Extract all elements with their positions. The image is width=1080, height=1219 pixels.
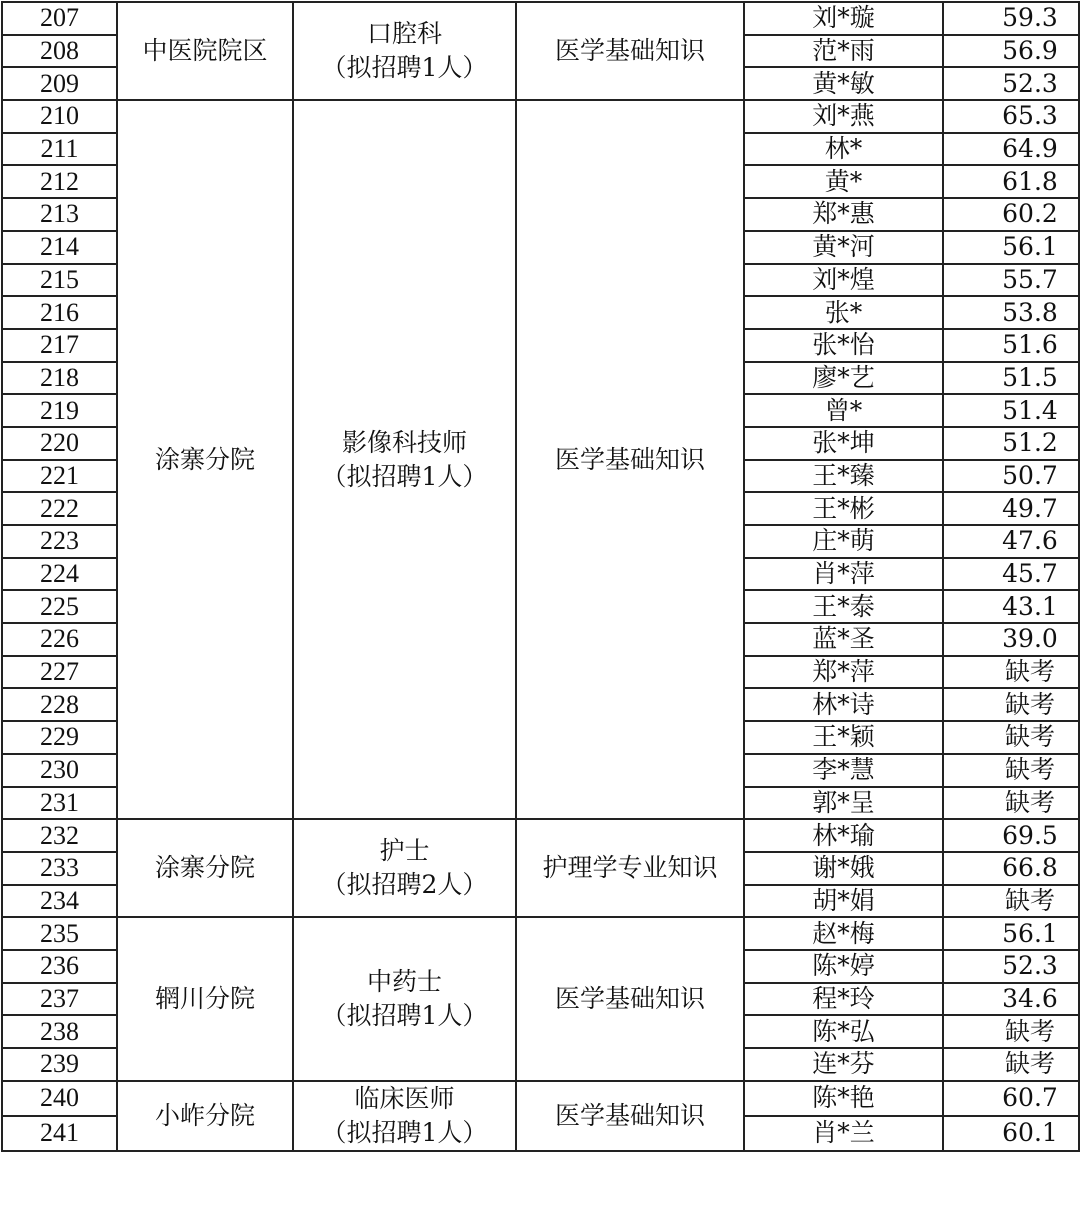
- candidate-score: 60.7: [943, 1081, 1079, 1116]
- candidate-name: 陈*婷: [744, 950, 943, 983]
- candidate-score: 45.7: [943, 558, 1079, 591]
- candidate-score: 56.1: [943, 917, 1079, 950]
- exam-subject-cell: 医学基础知识: [516, 917, 744, 1080]
- candidate-name: 王*臻: [744, 460, 943, 493]
- row-number: 229: [2, 721, 117, 754]
- candidate-name: 刘*煌: [744, 264, 943, 297]
- position-quota: （拟招聘1人）: [321, 1000, 488, 1030]
- branch-cell: 中医院院区: [117, 2, 293, 100]
- position-cell: [293, 819, 516, 917]
- table-row: [2, 819, 1079, 852]
- row-number: 214: [2, 231, 117, 264]
- candidate-name: 肖*萍: [744, 558, 943, 591]
- candidate-name: 林*: [744, 133, 943, 166]
- row-number: 211: [2, 133, 117, 166]
- candidate-score: 34.6: [943, 983, 1079, 1016]
- candidate-name: 黄*敏: [744, 67, 943, 100]
- candidate-score: 69.5: [943, 819, 1079, 852]
- candidate-score: 缺考: [943, 1048, 1079, 1081]
- candidate-name: 胡*娟: [744, 885, 943, 918]
- candidate-name: 张*坤: [744, 427, 943, 460]
- row-number: 237: [2, 983, 117, 1016]
- position-cell: [293, 2, 516, 100]
- candidate-name: 曾*: [744, 394, 943, 427]
- row-number: 213: [2, 198, 117, 231]
- score-table-body: [2, 2, 1079, 1151]
- candidate-score: 52.3: [943, 950, 1079, 983]
- row-number: 222: [2, 492, 117, 525]
- candidate-score: 51.2: [943, 427, 1079, 460]
- branch-cell: 涂寨分院: [117, 100, 293, 819]
- row-number: 241: [2, 1116, 117, 1151]
- candidate-score: 50.7: [943, 460, 1079, 493]
- position-name: 中药士: [366, 966, 442, 996]
- candidate-score: 60.2: [943, 198, 1079, 231]
- row-number: 209: [2, 67, 117, 100]
- candidate-name: 赵*梅: [744, 917, 943, 950]
- candidate-name: 郭*呈: [744, 787, 943, 820]
- exam-subject-cell: 护理学专业知识: [516, 819, 744, 917]
- candidate-score: 66.8: [943, 852, 1079, 885]
- candidate-name: 蓝*圣: [744, 623, 943, 656]
- position-cell: [293, 917, 516, 1080]
- candidate-name: 郑*萍: [744, 656, 943, 689]
- row-number: 228: [2, 688, 117, 721]
- exam-subject-cell: 医学基础知识: [516, 100, 744, 819]
- row-number: 225: [2, 590, 117, 623]
- row-number: 236: [2, 950, 117, 983]
- candidate-name: 程*玲: [744, 983, 943, 1016]
- candidate-score: 60.1: [943, 1116, 1079, 1151]
- candidate-score: 64.9: [943, 133, 1079, 166]
- position-quota: （拟招聘1人）: [321, 53, 488, 83]
- row-number: 208: [2, 35, 117, 68]
- candidate-name: 肖*兰: [744, 1116, 943, 1151]
- candidate-name: 刘*璇: [744, 2, 943, 35]
- candidate-score: 43.1: [943, 590, 1079, 623]
- position-quota: （拟招聘1人）: [321, 461, 488, 491]
- candidate-score: 59.3: [943, 2, 1079, 35]
- candidate-score: 49.7: [943, 492, 1079, 525]
- candidate-name: 谢*娥: [744, 852, 943, 885]
- candidate-score: 缺考: [943, 688, 1079, 721]
- candidate-name: 连*芬: [744, 1048, 943, 1081]
- position-name: 临床医师: [354, 1083, 455, 1113]
- row-number: 207: [2, 2, 117, 35]
- branch-cell: 涂寨分院: [117, 819, 293, 917]
- candidate-score: 55.7: [943, 264, 1079, 297]
- candidate-name: 黄*河: [744, 231, 943, 264]
- candidate-name: 林*瑜: [744, 819, 943, 852]
- row-number: 223: [2, 525, 117, 558]
- table-row: [2, 917, 1079, 950]
- position-name: 护士: [379, 836, 430, 866]
- row-number: 215: [2, 264, 117, 297]
- row-number: 226: [2, 623, 117, 656]
- candidate-name: 刘*燕: [744, 100, 943, 133]
- candidate-name: 庄*萌: [744, 525, 943, 558]
- row-number: 210: [2, 100, 117, 133]
- position-name: 口腔科: [366, 19, 442, 49]
- exam-subject-cell: 医学基础知识: [516, 2, 744, 100]
- candidate-score: 51.4: [943, 394, 1079, 427]
- candidate-name: 王*彬: [744, 492, 943, 525]
- position-name: 影像科技师: [341, 427, 467, 457]
- candidate-name: 陈*艳: [744, 1081, 943, 1116]
- candidate-score: 缺考: [943, 721, 1079, 754]
- candidate-name: 张*: [744, 296, 943, 329]
- candidate-name: 张*怡: [744, 329, 943, 362]
- candidate-score: 56.1: [943, 231, 1079, 264]
- row-number: 224: [2, 558, 117, 591]
- candidate-name: 王*颖: [744, 721, 943, 754]
- candidate-name: 范*雨: [744, 35, 943, 68]
- row-number: 230: [2, 754, 117, 787]
- row-number: 240: [2, 1081, 117, 1116]
- candidate-score: 52.3: [943, 67, 1079, 100]
- row-number: 238: [2, 1015, 117, 1048]
- position-quota: （拟招聘2人）: [321, 870, 488, 900]
- table-row: [2, 1081, 1079, 1116]
- candidate-score: 47.6: [943, 525, 1079, 558]
- candidate-score: 51.5: [943, 362, 1079, 395]
- exam-score-table: [1, 1, 1080, 1152]
- candidate-name: 林*诗: [744, 688, 943, 721]
- candidate-score: 51.6: [943, 329, 1079, 362]
- branch-cell: 小岞分院: [117, 1081, 293, 1151]
- branch-cell: 辋川分院: [117, 917, 293, 1080]
- row-number: 232: [2, 819, 117, 852]
- exam-subject-cell: 医学基础知识: [516, 1081, 744, 1151]
- row-number: 234: [2, 885, 117, 918]
- row-number: 216: [2, 296, 117, 329]
- candidate-score: 缺考: [943, 1015, 1079, 1048]
- candidate-name: 王*泰: [744, 590, 943, 623]
- row-number: 217: [2, 329, 117, 362]
- row-number: 227: [2, 656, 117, 689]
- table-row: [2, 100, 1079, 133]
- row-number: 231: [2, 787, 117, 820]
- position-quota: （拟招聘1人）: [321, 1117, 488, 1147]
- row-number: 221: [2, 460, 117, 493]
- candidate-score: 缺考: [943, 656, 1079, 689]
- candidate-score: 65.3: [943, 100, 1079, 133]
- candidate-score: 缺考: [943, 754, 1079, 787]
- row-number: 239: [2, 1048, 117, 1081]
- candidate-name: 黄*: [744, 165, 943, 198]
- position-cell: [293, 100, 516, 819]
- position-cell: [293, 1081, 516, 1151]
- candidate-name: 廖*艺: [744, 362, 943, 395]
- row-number: 212: [2, 165, 117, 198]
- table-row: [2, 2, 1079, 35]
- row-number: 219: [2, 394, 117, 427]
- candidate-score: 39.0: [943, 623, 1079, 656]
- candidate-score: 缺考: [943, 787, 1079, 820]
- row-number: 220: [2, 427, 117, 460]
- candidate-name: 李*慧: [744, 754, 943, 787]
- candidate-score: 53.8: [943, 296, 1079, 329]
- candidate-score: 56.9: [943, 35, 1079, 68]
- candidate-name: 郑*惠: [744, 198, 943, 231]
- row-number: 218: [2, 362, 117, 395]
- candidate-score: 缺考: [943, 885, 1079, 918]
- candidate-name: 陈*弘: [744, 1015, 943, 1048]
- candidate-score: 61.8: [943, 165, 1079, 198]
- row-number: 233: [2, 852, 117, 885]
- row-number: 235: [2, 917, 117, 950]
